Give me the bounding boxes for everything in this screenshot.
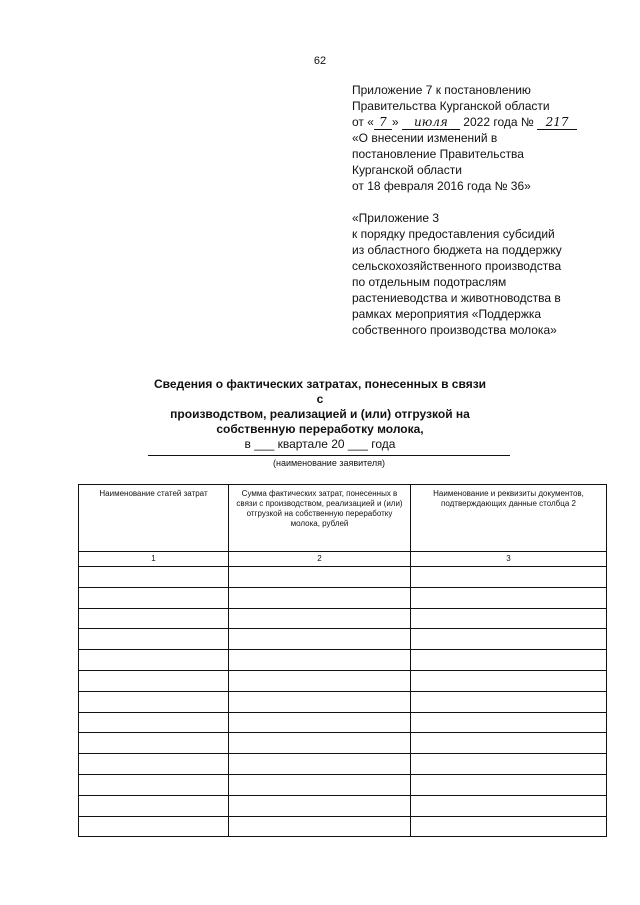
table-cell[interactable] bbox=[229, 567, 411, 588]
attachment-line-6: растениеводства и животноводства в bbox=[352, 291, 561, 305]
table-cell[interactable] bbox=[229, 670, 411, 691]
table-cell[interactable] bbox=[79, 567, 229, 588]
appendix-date-line bbox=[352, 114, 632, 130]
table-cell[interactable] bbox=[79, 816, 229, 837]
table-row bbox=[79, 629, 607, 650]
attachment-line-4: сельскохозяйственного производства bbox=[352, 259, 562, 273]
table-cell[interactable] bbox=[229, 816, 411, 837]
table-cell[interactable] bbox=[229, 608, 411, 629]
page-number: 62 bbox=[313, 55, 327, 67]
attachment-line-1: «Приложение 3 bbox=[352, 211, 440, 225]
attachment-line-3: из областного бюджета на поддержку bbox=[352, 243, 562, 257]
date-year: 2022 года № bbox=[463, 115, 534, 129]
appendix-line-5: постановление Правительства bbox=[352, 147, 524, 161]
table-cell[interactable] bbox=[79, 587, 229, 608]
appendix-line-2: Правительства Курганской области bbox=[352, 99, 550, 113]
table-cell[interactable] bbox=[411, 608, 607, 629]
appendix-block bbox=[352, 82, 632, 338]
header-cost-items: Наименование статей затрат bbox=[79, 485, 229, 552]
attachment-line-5: по отдельным подотраслям bbox=[352, 275, 507, 289]
table-cell[interactable] bbox=[411, 795, 607, 816]
attachment-line-8: собственного производства молока» bbox=[352, 323, 557, 337]
table-cell[interactable] bbox=[79, 712, 229, 733]
attachment-line-7: рамках мероприятия «Поддержка bbox=[352, 307, 542, 321]
handwritten-number: 217 bbox=[537, 116, 577, 130]
table-cell[interactable] bbox=[411, 754, 607, 775]
handwritten-day: 7 bbox=[374, 116, 392, 130]
column-number-2: 2 bbox=[229, 552, 411, 567]
table-cell[interactable] bbox=[229, 629, 411, 650]
appendix-line-4: «О внесении изменений в bbox=[352, 131, 498, 145]
applicant-name-caption: (наименование заявителя) bbox=[148, 455, 510, 468]
appendix-line-7: от 18 февраля 2016 года № 36» bbox=[352, 179, 531, 193]
table-cell[interactable] bbox=[79, 608, 229, 629]
table-cell[interactable] bbox=[411, 567, 607, 588]
table-header-row bbox=[79, 485, 607, 552]
table-cell[interactable] bbox=[79, 795, 229, 816]
handwritten-month: июля bbox=[402, 116, 460, 130]
date-mid: » bbox=[391, 115, 399, 129]
table-cell[interactable] bbox=[411, 650, 607, 671]
column-number-row bbox=[79, 552, 607, 567]
header-documents: Наименование и реквизиты документов, подтверждающих данные столбца 2 bbox=[411, 485, 607, 552]
table-row bbox=[79, 650, 607, 671]
table-cell[interactable] bbox=[79, 650, 229, 671]
table-cell[interactable] bbox=[411, 712, 607, 733]
table-cell[interactable] bbox=[229, 691, 411, 712]
table-cell[interactable] bbox=[229, 795, 411, 816]
table-cell[interactable] bbox=[79, 629, 229, 650]
table-cell[interactable] bbox=[229, 733, 411, 754]
appendix-line-1: Приложение 7 к постановлению bbox=[352, 83, 531, 97]
table-row bbox=[79, 816, 607, 837]
attachment-line-2: к порядку предоставления субсидий bbox=[352, 227, 555, 241]
table-cell[interactable] bbox=[79, 733, 229, 754]
table-cell[interactable] bbox=[229, 587, 411, 608]
table-cell[interactable] bbox=[79, 774, 229, 795]
costs-table bbox=[78, 484, 607, 837]
appendix-line-6: Курганской области bbox=[352, 163, 462, 177]
table-cell[interactable] bbox=[411, 670, 607, 691]
column-number-3: 3 bbox=[411, 552, 607, 567]
table-cell[interactable] bbox=[411, 733, 607, 754]
title-line-3: собственную переработку молока, bbox=[216, 422, 424, 436]
table-row bbox=[79, 795, 607, 816]
header-actual-costs: Сумма фактических затрат, понесенных в связи с производством, реализацией и (или) отгрузкой на собственную переработку молока, рублей bbox=[229, 485, 411, 552]
table-row bbox=[79, 608, 607, 629]
table-row bbox=[79, 670, 607, 691]
spacer bbox=[352, 194, 632, 210]
table-row bbox=[79, 587, 607, 608]
table-cell[interactable] bbox=[229, 712, 411, 733]
table-cell[interactable] bbox=[411, 691, 607, 712]
table-row bbox=[79, 754, 607, 775]
table-cell[interactable] bbox=[411, 774, 607, 795]
title-line-1: Сведения о фактических затратах, понесенных в связи с bbox=[153, 377, 487, 406]
table-row bbox=[79, 774, 607, 795]
title-line-2: производством, реализацией и (или) отгрузкой на bbox=[170, 407, 470, 421]
table-row bbox=[79, 691, 607, 712]
table-cell[interactable] bbox=[411, 587, 607, 608]
table-cell[interactable] bbox=[79, 691, 229, 712]
table-row bbox=[79, 712, 607, 733]
table-cell[interactable] bbox=[411, 629, 607, 650]
table-cell[interactable] bbox=[229, 754, 411, 775]
document-title bbox=[150, 377, 490, 452]
table-row bbox=[79, 567, 607, 588]
table-cell[interactable] bbox=[79, 670, 229, 691]
table-cell[interactable] bbox=[411, 816, 607, 837]
table-row bbox=[79, 733, 607, 754]
table-cell[interactable] bbox=[229, 650, 411, 671]
title-period-line: в ___ квартале 20 ___ года bbox=[244, 437, 396, 451]
table-cell[interactable] bbox=[79, 754, 229, 775]
column-number-1: 1 bbox=[79, 552, 229, 567]
date-prefix: от « bbox=[352, 115, 374, 129]
table-cell[interactable] bbox=[229, 774, 411, 795]
